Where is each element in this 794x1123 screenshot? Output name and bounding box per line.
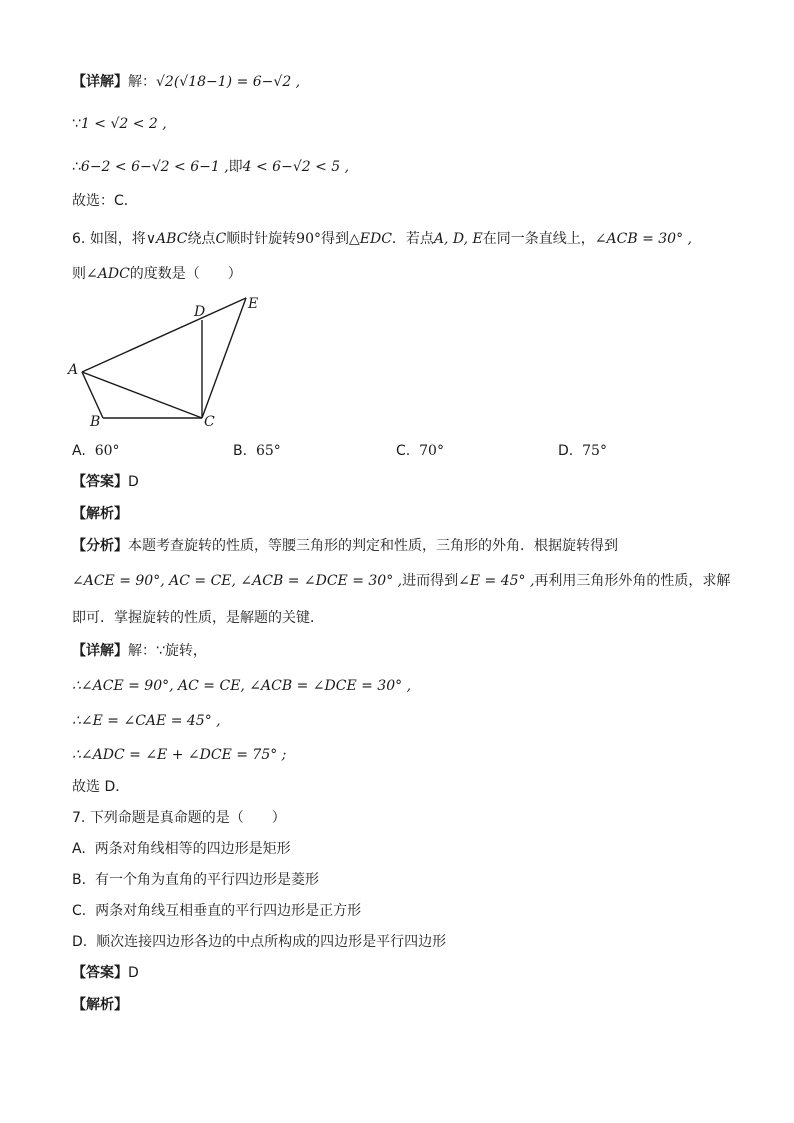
q6-stem-line2	[72, 264, 242, 284]
q6-option-c	[396, 441, 444, 461]
q7-answer-line	[72, 963, 139, 983]
q6-number: 6.	[72, 231, 86, 247]
option-text: 两条对角线相等的四边形是矩形	[94, 841, 291, 857]
q6-fenxi-line2	[72, 571, 730, 591]
option-value: 75°	[582, 443, 607, 459]
fenxi-math2: ∠E = 45° ,	[458, 573, 535, 589]
q7-option-b	[72, 870, 319, 890]
analysis-tag: 【解析】	[72, 997, 128, 1013]
q7-analysis-tag	[72, 995, 128, 1015]
option-value: 70°	[419, 443, 444, 459]
ie-text: 即	[228, 159, 243, 175]
q6-fenxi-line1	[72, 536, 618, 556]
option-letter: B.	[72, 872, 87, 888]
option-text: 顺次连接四边形各边的中点所构成的四边形是平行四边形	[96, 934, 447, 950]
fenxi-text: 本题考查旋转的性质，等腰三角形的判定和性质，三角形的外角．根据旋转得到	[128, 538, 618, 554]
q6-detail-choice: 故选 D．	[72, 779, 130, 795]
q6-angle-adc: ∠ADC	[86, 266, 130, 282]
q6-detail-line	[72, 641, 207, 661]
q6-option-b	[233, 441, 281, 461]
prev-choice-line: 故选：C．	[72, 193, 138, 209]
fenxi-tag: 【分析】	[72, 538, 128, 554]
option-text: 有一个角为直角的平行四边形是菱形	[94, 872, 319, 888]
analysis-tag: 【解析】	[72, 506, 128, 522]
inequality-a: 6−2 < 6−√2 < 6−1 ,	[80, 159, 229, 175]
q7-option-c	[72, 901, 361, 921]
q6-point-c: C	[215, 231, 227, 247]
answer-value: D	[128, 474, 139, 490]
q6-geometry-figure	[66, 292, 276, 432]
option-letter: D.	[72, 934, 88, 950]
q6-option-d	[558, 441, 607, 461]
q6-text: ．若点	[391, 231, 434, 247]
option-value: 65°	[255, 443, 281, 459]
option-letter: C.	[72, 903, 87, 919]
detail-tag: 【详解】	[72, 74, 128, 90]
because-symbol: ∵	[72, 116, 81, 132]
prev-detail-line	[72, 72, 300, 92]
detail-text: 解：	[128, 74, 156, 90]
q7-stem	[72, 808, 286, 828]
q6-text: 则	[72, 266, 86, 282]
q6-text: 绕点	[187, 231, 216, 247]
segment-ae	[82, 298, 246, 372]
q6-angle-90: 90°	[296, 231, 321, 247]
q6-detail-step2: ∴∠E = ∠CAE = 45° ,	[72, 713, 221, 729]
q6-text: 得到	[320, 231, 349, 247]
label-d: D	[194, 304, 206, 320]
sqrt-expression: √2(√18−1) = 6−√2 ,	[156, 74, 301, 90]
q7-stem-text: 下列命题是真命题的是（ ）	[89, 810, 286, 826]
option-letter: B.	[233, 443, 248, 459]
detail-text: 解：∵旋转，	[128, 643, 207, 659]
q7-option-a	[72, 839, 291, 859]
therefore-symbol: ∴	[72, 159, 81, 175]
inequality-b: 4 < 6−√2 < 5 ,	[242, 159, 350, 175]
option-text: 两条对角线互相垂直的平行四边形是正方形	[95, 903, 362, 919]
label-a: A	[68, 362, 79, 378]
q6-detail-step3: ∴∠ADC = ∠E + ∠DCE = 75° ;	[72, 747, 287, 763]
q6-text: 顺时针旋转	[226, 231, 297, 247]
q6-stem-line1	[72, 229, 692, 249]
q6-text: 在同一条直线上，	[482, 231, 595, 247]
q6-angle-acb: ∠ACB = 30° ,	[594, 231, 692, 247]
segment-ec	[202, 298, 246, 418]
fenxi-math1: ∠ACE = 90°, AC = CE, ∠ACB = ∠DCE = 30° ,	[72, 573, 403, 589]
q6-text: 如图，将	[89, 231, 146, 247]
option-value: 60°	[94, 443, 120, 459]
answer-tag: 【答案】	[72, 965, 128, 981]
q7-number: 7.	[72, 810, 86, 826]
q6-triangle-edc: △EDC	[348, 231, 392, 247]
fenxi-text2: 进而得到	[402, 573, 459, 589]
q6-detail-step1: ∴∠ACE = 90°, AC = CE, ∠ACB = ∠DCE = 30° ,	[72, 678, 412, 694]
option-letter: A.	[72, 841, 86, 857]
option-letter: A.	[72, 443, 86, 459]
prev-because-line	[72, 114, 167, 134]
q6-analysis-tag	[72, 504, 128, 524]
detail-tag: 【详解】	[72, 643, 128, 659]
answer-tag: 【答案】	[72, 474, 128, 490]
prev-therefore-line	[72, 157, 349, 177]
option-letter: D.	[558, 443, 574, 459]
option-letter: C.	[396, 443, 411, 459]
q6-text: 的度数是（ ）	[129, 266, 242, 282]
q6-answer-line	[72, 472, 139, 492]
q6-fenxi-line3: 即可．掌握旋转的性质，是解题的关键．	[72, 610, 324, 626]
q6-points-ade: A, D, E	[433, 231, 483, 247]
q6-option-a	[72, 441, 120, 461]
label-b: B	[90, 414, 101, 430]
answer-value: D	[128, 965, 139, 981]
q6-triangle-abc: ∨ABC	[145, 231, 188, 247]
fenxi-text3: 再利用三角形外角的性质，求解	[534, 573, 731, 589]
label-c: C	[204, 414, 215, 430]
q7-option-d	[72, 932, 446, 952]
label-e: E	[248, 296, 259, 312]
inequality: 1 < √2 < 2 ,	[80, 116, 167, 132]
